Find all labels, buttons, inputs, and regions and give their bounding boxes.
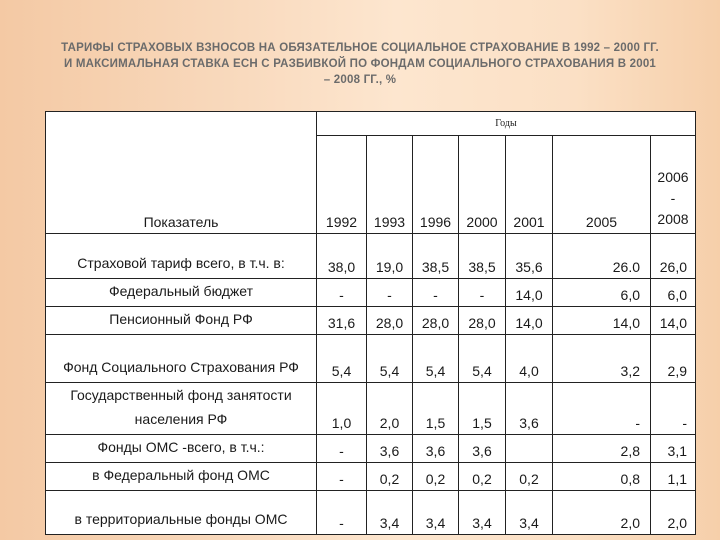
cell: - [317,463,367,491]
cell: - [317,435,367,463]
cell: 0,2 [459,463,506,491]
year-header: 2000 [459,136,506,234]
cell: 6,0 [651,279,696,307]
cell: 0,2 [367,463,413,491]
year-header: 1993 [367,136,413,234]
row-label: Страховой тариф всего, в т.ч. в: [46,234,317,279]
year-header: 2001 [506,136,553,234]
table-row [46,463,696,491]
cell: 3,2 [553,335,651,383]
table-row [46,335,696,383]
cell: - [651,383,696,435]
cell: 3,4 [367,491,413,535]
cell: 38,5 [459,234,506,279]
cell: 0,2 [413,463,459,491]
cell: 14,0 [506,307,553,335]
cell: 28,0 [413,307,459,335]
year-header-range [651,136,696,234]
cell: 14,0 [651,307,696,335]
cell: 4,0 [506,335,553,383]
cell: 3,1 [651,435,696,463]
row-label: в Федеральный фонд ОМС [46,463,317,491]
cell [506,435,553,463]
row-label: Фонды ОМС -всего, в т.ч.: [46,435,317,463]
cell: 3,6 [506,383,553,435]
cell: 3,6 [367,435,413,463]
years-caption: Годы [317,112,696,136]
page-title [0,40,720,88]
row-label: Государственный фонд занятости населения РФ [46,383,317,435]
table-row [46,307,696,335]
cell: 26,0 [651,234,696,279]
header-row-years [46,112,696,136]
cell: 2,9 [651,335,696,383]
cell: 3,4 [506,491,553,535]
cell: 5,4 [459,335,506,383]
cell: - [317,279,367,307]
cell: 35,6 [506,234,553,279]
cell: 26.0 [553,234,651,279]
row-label: в территориальные фонды ОМС [46,491,317,535]
cell: 1,5 [459,383,506,435]
cell: - [367,279,413,307]
cell: 5,4 [413,335,459,383]
table-row [46,491,696,535]
cell: 38,0 [317,234,367,279]
table-row [46,234,696,279]
title-line-1: ТАРИФЫ СТРАХОВЫХ ВЗНОСОВ НА ОБЯЗАТЕЛЬНОЕ СОЦИАЛЬНОЕ СТРАХОВАНИЕ В 1992 – 2000 ГГ. [61,42,659,54]
row-label: Федеральный бюджет [46,279,317,307]
cell: 1,1 [651,463,696,491]
cell: - [553,383,651,435]
year-header: 1992 [317,136,367,234]
cell: 3,6 [459,435,506,463]
cell: 2,8 [553,435,651,463]
year-range-start: 2006 [657,169,689,185]
cell: 1,0 [317,383,367,435]
cell: 28,0 [367,307,413,335]
cell: 31,6 [317,307,367,335]
year-header: 1996 [413,136,459,234]
cell: 14,0 [553,307,651,335]
table-row [46,279,696,307]
cell: 0,8 [553,463,651,491]
title-line-2: И МАКСИМАЛЬНАЯ СТАВКА ЕСН С РАЗБИВКОЙ ПО ФОНДАМ СОЦИАЛЬНОГО СТРАХОВАНИЯ В 2001 [63,58,657,70]
cell: 3,4 [413,491,459,535]
cell: - [413,279,459,307]
cell: 6,0 [553,279,651,307]
cell: 3,4 [459,491,506,535]
row-label: Фонд Социального Страхования РФ [46,335,317,383]
cell: 38,5 [413,234,459,279]
cell: 1,5 [413,383,459,435]
row-label: Пенсионный Фонд РФ [46,307,317,335]
cell: 5,4 [317,335,367,383]
table-row [46,435,696,463]
title-line-3: – 2008 ГГ., % [323,74,397,86]
cell: 5,4 [367,335,413,383]
cell: 3,6 [413,435,459,463]
cell: 19,0 [367,234,413,279]
cell: - [317,491,367,535]
year-range-dash: - [670,190,676,206]
indicator-header: Показатель [46,112,317,234]
cell: 2,0 [367,383,413,435]
cell: 0,2 [506,463,553,491]
cell: - [459,279,506,307]
cell: 14,0 [506,279,553,307]
cell: 2,0 [651,491,696,535]
year-range-end: 2008 [657,211,689,227]
cell: 28,0 [459,307,506,335]
tariff-table [45,111,696,535]
table-row [46,383,696,435]
cell: 2,0 [553,491,651,535]
year-header: 2005 [553,136,651,234]
